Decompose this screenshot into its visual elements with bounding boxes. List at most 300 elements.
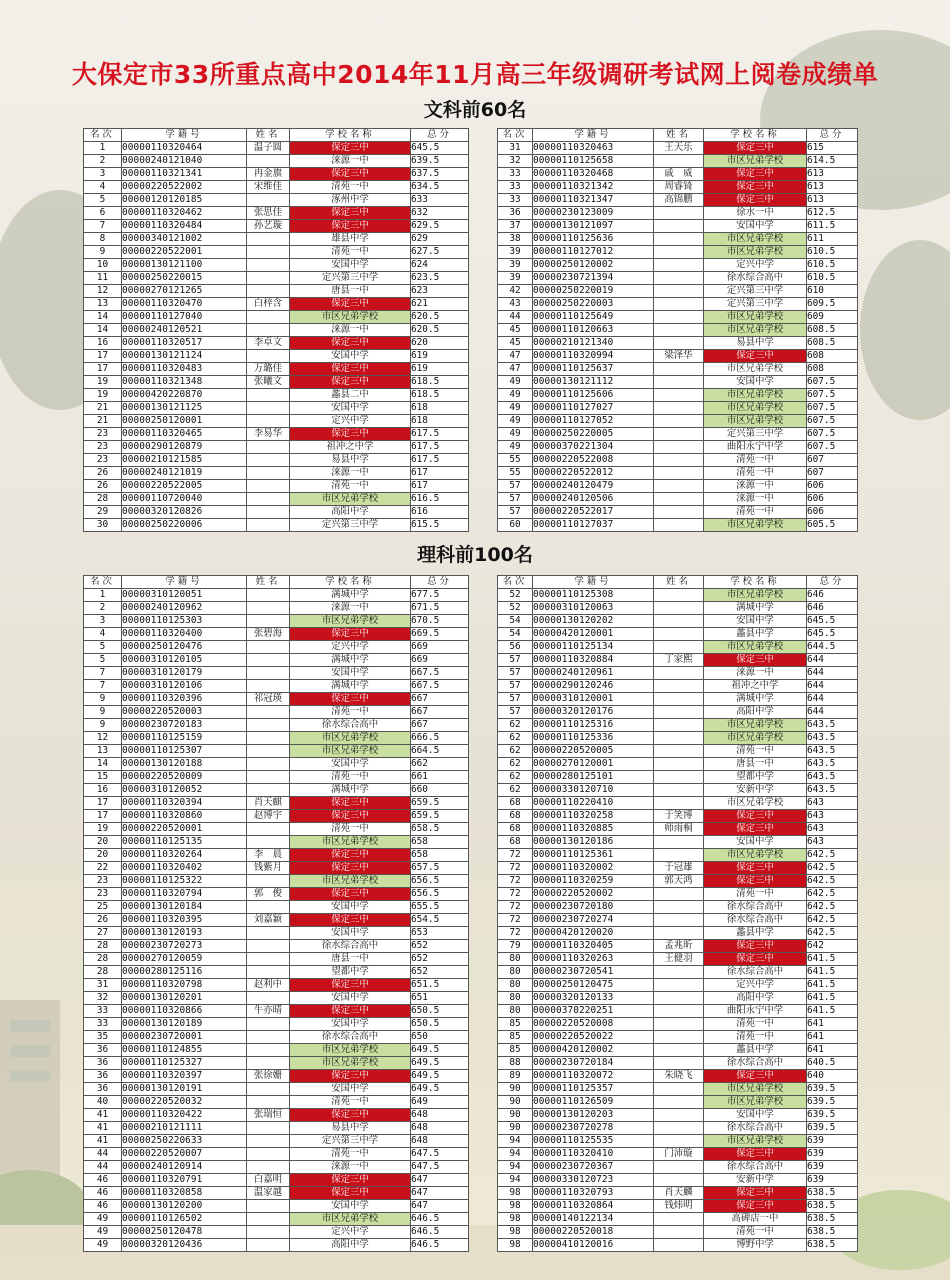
student-id-cell: 00000210121340 — [533, 337, 654, 350]
table-row — [498, 415, 858, 428]
header-name: 姓名 — [247, 129, 290, 142]
header-school: 学校名称 — [290, 129, 411, 142]
table-row — [84, 519, 469, 532]
rank-cell: 44 — [84, 1148, 122, 1161]
school-name-cell: 保定三中 — [290, 1070, 411, 1083]
school-name-cell: 市区兄弟学校 — [704, 849, 807, 862]
student-id-cell: 00000110321341 — [122, 168, 247, 181]
student-name-cell — [654, 1161, 704, 1174]
school-name-cell: 保定三中 — [704, 875, 807, 888]
student-name-cell — [654, 259, 704, 272]
student-id-cell: 00000210121585 — [122, 454, 247, 467]
total-score-cell: 643 — [807, 836, 858, 849]
student-name-cell — [247, 615, 290, 628]
table-row — [498, 1057, 858, 1070]
table-row — [84, 363, 469, 376]
student-name-cell — [247, 454, 290, 467]
student-id-cell: 00000420220870 — [122, 389, 247, 402]
total-score-cell: 607.5 — [807, 376, 858, 389]
rank-cell: 57 — [498, 480, 533, 493]
school-name-cell: 市区兄弟学校 — [704, 246, 807, 259]
student-name-cell — [654, 285, 704, 298]
student-id-cell: 00000290120879 — [122, 441, 247, 454]
school-name-cell: 市区兄弟学校 — [704, 641, 807, 654]
school-name-cell: 蠡县中学 — [704, 628, 807, 641]
school-name-cell: 保定三中 — [290, 1109, 411, 1122]
total-score-cell: 644 — [807, 706, 858, 719]
table-row — [84, 1018, 469, 1031]
total-score-cell: 620.5 — [411, 311, 469, 324]
rank-cell: 41 — [84, 1109, 122, 1122]
total-score-cell: 644.5 — [807, 641, 858, 654]
rank-cell: 36 — [84, 1083, 122, 1096]
rank-cell: 5 — [84, 641, 122, 654]
school-name-cell: 高阳中学 — [704, 706, 807, 719]
school-name-cell: 定兴第三中学 — [290, 519, 411, 532]
header-total: 总分 — [411, 576, 469, 589]
student-id-cell: 00000110320468 — [533, 168, 654, 181]
student-name-cell: 万璐佳 — [247, 363, 290, 376]
student-name-cell: 白嘉明 — [247, 1174, 290, 1187]
student-name-cell — [247, 1044, 290, 1057]
school-name-cell: 蠡县二中 — [290, 389, 411, 402]
school-name-cell: 徐水综合高中 — [704, 914, 807, 927]
student-name-cell — [654, 246, 704, 259]
rank-cell: 2 — [84, 155, 122, 168]
table-row — [84, 1174, 469, 1187]
table-row — [84, 888, 469, 901]
school-name-cell: 保定三中 — [290, 428, 411, 441]
rank-cell: 90 — [498, 1083, 533, 1096]
school-name-cell: 唐县一中 — [290, 953, 411, 966]
total-score-cell: 608.5 — [807, 324, 858, 337]
student-name-cell — [247, 506, 290, 519]
table-row — [498, 272, 858, 285]
student-name-cell — [654, 1174, 704, 1187]
student-name-cell — [247, 1057, 290, 1070]
table-row — [498, 337, 858, 350]
school-name-cell: 定兴中学 — [290, 641, 411, 654]
rank-cell: 62 — [498, 784, 533, 797]
table-row — [84, 1109, 469, 1122]
student-name-cell: 张曦文 — [247, 376, 290, 389]
student-id-cell: 00000240120521 — [122, 324, 247, 337]
table-row — [84, 706, 469, 719]
rank-cell: 49 — [84, 1213, 122, 1226]
school-name-cell: 保定三中 — [290, 337, 411, 350]
total-score-cell: 611 — [807, 233, 858, 246]
student-id-cell: 00000250220633 — [122, 1135, 247, 1148]
school-name-cell: 雄县中学 — [290, 233, 411, 246]
student-name-cell — [247, 519, 290, 532]
student-id-cell: 00000230720278 — [533, 1122, 654, 1135]
table-row — [84, 454, 469, 467]
total-score-cell: 618 — [411, 415, 469, 428]
student-id-cell: 00000110125357 — [533, 1083, 654, 1096]
rank-cell: 57 — [498, 493, 533, 506]
student-name-cell — [654, 732, 704, 745]
table-row — [84, 1135, 469, 1148]
table-row — [84, 1161, 469, 1174]
student-id-cell: 00000110320864 — [533, 1200, 654, 1213]
school-name-cell: 保定三中 — [704, 181, 807, 194]
rank-cell: 36 — [84, 1044, 122, 1057]
school-name-cell: 易县中学 — [290, 1122, 411, 1135]
table-row — [84, 1083, 469, 1096]
school-name-cell: 市区兄弟学校 — [704, 1096, 807, 1109]
school-name-cell: 安国中学 — [290, 1200, 411, 1213]
student-name-cell — [247, 1031, 290, 1044]
rank-cell: 52 — [498, 589, 533, 602]
student-name-cell — [654, 519, 704, 532]
total-score-cell: 606 — [807, 493, 858, 506]
student-id-cell: 00000130120186 — [533, 836, 654, 849]
school-name-cell: 安国中学 — [290, 1083, 411, 1096]
student-id-cell: 00000230720273 — [122, 940, 247, 953]
total-score-cell: 647 — [411, 1174, 469, 1187]
student-id-cell: 00000110321347 — [533, 194, 654, 207]
school-name-cell: 满城中学 — [290, 680, 411, 693]
student-name-cell: 张瑞恒 — [247, 1109, 290, 1122]
student-name-cell: 张徐姗 — [247, 1070, 290, 1083]
rank-cell: 80 — [498, 992, 533, 1005]
table-row — [84, 324, 469, 337]
school-name-cell: 唐县一中 — [290, 285, 411, 298]
rank-cell: 85 — [498, 1018, 533, 1031]
table-row — [498, 155, 858, 168]
student-name-cell — [247, 350, 290, 363]
school-name-cell: 祖冲之中学 — [290, 441, 411, 454]
total-score-cell: 642.5 — [807, 862, 858, 875]
student-id-cell: 00000130120189 — [122, 1018, 247, 1031]
table-row — [498, 589, 858, 602]
rank-cell: 49 — [498, 376, 533, 389]
school-name-cell: 市区兄弟学校 — [704, 389, 807, 402]
total-score-cell: 617.5 — [411, 428, 469, 441]
total-score-cell: 649.5 — [411, 1044, 469, 1057]
student-id-cell: 00000310120063 — [533, 602, 654, 615]
school-name-cell: 保定三中 — [704, 168, 807, 181]
student-name-cell — [247, 680, 290, 693]
total-score-cell: 617 — [411, 480, 469, 493]
student-name-cell — [247, 667, 290, 680]
table-row — [498, 285, 858, 298]
rank-cell: 16 — [84, 337, 122, 350]
student-id-cell: 00000130121112 — [533, 376, 654, 389]
table-row — [84, 966, 469, 979]
school-name-cell: 市区兄弟学校 — [290, 875, 411, 888]
rank-cell: 13 — [84, 745, 122, 758]
student-id-cell: 00000110125637 — [533, 363, 654, 376]
student-name-cell — [247, 441, 290, 454]
table-row — [84, 1213, 469, 1226]
rank-cell: 25 — [84, 901, 122, 914]
rank-cell: 39 — [498, 259, 533, 272]
total-score-cell: 609.5 — [807, 298, 858, 311]
table-row — [498, 784, 858, 797]
student-name-cell: 丁家熙 — [654, 654, 704, 667]
student-name-cell — [247, 602, 290, 615]
rank-cell: 41 — [84, 1135, 122, 1148]
student-name-cell: 李 晨 — [247, 849, 290, 862]
student-id-cell: 00000110126502 — [122, 1213, 247, 1226]
total-score-cell: 640 — [807, 1070, 858, 1083]
school-name-cell: 清苑一中 — [290, 181, 411, 194]
table-row — [498, 376, 858, 389]
school-name-cell: 蠡县中学 — [704, 1044, 807, 1057]
rank-cell: 33 — [498, 168, 533, 181]
rank-cell: 3 — [84, 615, 122, 628]
total-score-cell: 639 — [807, 1174, 858, 1187]
student-name-cell — [654, 797, 704, 810]
student-name-cell — [654, 706, 704, 719]
table-row — [498, 680, 858, 693]
rank-cell: 31 — [84, 979, 122, 992]
table-row — [498, 745, 858, 758]
student-name-cell: 师雨桐 — [654, 823, 704, 836]
student-name-cell — [654, 493, 704, 506]
student-id-cell: 00000110125649 — [533, 311, 654, 324]
student-id-cell: 00000250220019 — [533, 285, 654, 298]
student-id-cell: 00000110320465 — [122, 428, 247, 441]
header-total: 总分 — [807, 576, 858, 589]
school-name-cell: 市区兄弟学校 — [704, 719, 807, 732]
student-name-cell: 高锦鹏 — [654, 194, 704, 207]
total-score-cell: 643.5 — [807, 771, 858, 784]
school-name-cell: 徐水一中 — [704, 207, 807, 220]
student-id-cell: 00000240120962 — [122, 602, 247, 615]
total-score-cell: 627.5 — [411, 246, 469, 259]
section-title-liberal-arts: 文科前60名 — [423, 99, 527, 121]
student-name-cell — [247, 415, 290, 428]
header-total: 总分 — [807, 129, 858, 142]
total-score-cell: 643.5 — [807, 784, 858, 797]
total-score-cell: 609 — [807, 311, 858, 324]
table-row — [84, 953, 469, 966]
school-name-cell: 清苑一中 — [290, 771, 411, 784]
rank-cell: 31 — [498, 142, 533, 155]
student-name-cell — [654, 1109, 704, 1122]
school-name-cell: 市区兄弟学校 — [704, 233, 807, 246]
student-id-cell: 00000110125134 — [533, 641, 654, 654]
rank-cell: 4 — [84, 181, 122, 194]
total-score-cell: 639.5 — [807, 1122, 858, 1135]
rank-cell: 43 — [498, 298, 533, 311]
table-row — [84, 220, 469, 233]
student-id-cell: 00000110320462 — [122, 207, 247, 220]
school-name-cell: 清苑一中 — [290, 246, 411, 259]
school-name-cell: 定兴第三中学 — [704, 285, 807, 298]
rank-cell: 90 — [498, 1096, 533, 1109]
table-row — [84, 389, 469, 402]
school-name-cell: 清苑一中 — [290, 480, 411, 493]
school-name-cell: 徐水综合高中 — [290, 1031, 411, 1044]
student-name-cell — [247, 706, 290, 719]
total-score-cell: 664.5 — [411, 745, 469, 758]
total-score-cell: 618.5 — [411, 389, 469, 402]
student-id-cell: 00000110320405 — [533, 940, 654, 953]
student-id-cell: 00000110120663 — [533, 324, 654, 337]
table-row — [498, 168, 858, 181]
school-name-cell: 易县中学 — [704, 337, 807, 350]
total-score-cell: 606 — [807, 506, 858, 519]
table-row — [498, 1135, 858, 1148]
student-name-cell: 朱晓飞 — [654, 1070, 704, 1083]
total-score-cell: 605.5 — [807, 519, 858, 532]
student-id-cell: 00000320120133 — [533, 992, 654, 1005]
rank-cell: 57 — [498, 667, 533, 680]
student-id-cell: 00000220522002 — [122, 181, 247, 194]
total-score-cell: 670.5 — [411, 615, 469, 628]
total-score-cell: 643.5 — [807, 745, 858, 758]
school-name-cell: 徐水综合高中 — [704, 966, 807, 979]
student-id-cell: 00000210121111 — [122, 1122, 247, 1135]
student-name-cell — [247, 311, 290, 324]
student-id-cell: 00000110320798 — [122, 979, 247, 992]
total-score-cell: 642.5 — [807, 849, 858, 862]
school-name-cell: 清苑一中 — [704, 745, 807, 758]
total-score-cell: 639.5 — [807, 1083, 858, 1096]
header-school: 学校名称 — [290, 576, 411, 589]
table-row — [498, 979, 858, 992]
school-name-cell: 保定三中 — [704, 350, 807, 363]
school-name-cell: 保定三中 — [704, 953, 807, 966]
table-row — [498, 1122, 858, 1135]
school-name-cell: 徐水综合高中 — [290, 940, 411, 953]
total-score-cell: 642.5 — [807, 914, 858, 927]
student-id-cell: 00000110320395 — [122, 914, 247, 927]
rank-cell: 13 — [84, 298, 122, 311]
student-id-cell: 00000110320793 — [533, 1187, 654, 1200]
total-score-cell: 613 — [807, 194, 858, 207]
student-id-cell: 00000330120723 — [533, 1174, 654, 1187]
rank-cell: 26 — [84, 914, 122, 927]
school-name-cell: 保定三中 — [290, 693, 411, 706]
school-name-cell: 高阳中学 — [290, 1239, 411, 1252]
rank-cell: 38 — [498, 233, 533, 246]
table-row — [498, 615, 858, 628]
student-name-cell — [247, 1096, 290, 1109]
student-name-cell — [247, 402, 290, 415]
page-title: 大保定市33所重点高中2014年11月高三年级调研考试网上阅卷成绩单 — [71, 60, 879, 89]
student-id-cell: 00000240120506 — [533, 493, 654, 506]
student-name-cell — [247, 1135, 290, 1148]
student-name-cell — [247, 966, 290, 979]
rank-cell: 17 — [84, 797, 122, 810]
student-name-cell — [247, 732, 290, 745]
rank-cell: 72 — [498, 901, 533, 914]
rank-cell: 39 — [498, 272, 533, 285]
rank-cell: 47 — [498, 350, 533, 363]
rank-cell: 68 — [498, 823, 533, 836]
table-row — [84, 680, 469, 693]
student-name-cell: 戚 威 — [654, 168, 704, 181]
student-id-cell: 00000310120179 — [122, 667, 247, 680]
student-id-cell: 00000240120479 — [533, 480, 654, 493]
school-name-cell: 保定三中 — [290, 363, 411, 376]
table-row — [84, 667, 469, 680]
school-name-cell: 市区兄弟学校 — [704, 1135, 807, 1148]
school-name-cell: 保定三中 — [290, 849, 411, 862]
total-score-cell: 638.5 — [807, 1187, 858, 1200]
student-name-cell — [654, 602, 704, 615]
student-name-cell — [654, 1005, 704, 1018]
rank-cell: 62 — [498, 719, 533, 732]
table-row — [84, 849, 469, 862]
table-row — [498, 849, 858, 862]
table-row — [84, 259, 469, 272]
rank-cell: 33 — [84, 1018, 122, 1031]
table-row — [84, 914, 469, 927]
total-score-cell: 639 — [807, 1135, 858, 1148]
student-name-cell: 冉金旗 — [247, 168, 290, 181]
rank-cell: 17 — [84, 363, 122, 376]
student-name-cell — [247, 285, 290, 298]
total-score-cell: 653 — [411, 927, 469, 940]
student-id-cell: 00000250120478 — [122, 1226, 247, 1239]
rank-cell: 54 — [498, 628, 533, 641]
table-row — [84, 654, 469, 667]
total-score-cell: 660 — [411, 784, 469, 797]
rank-cell: 5 — [84, 654, 122, 667]
total-score-cell: 644 — [807, 693, 858, 706]
student-name-cell — [654, 480, 704, 493]
table-row — [84, 901, 469, 914]
rank-cell: 68 — [498, 810, 533, 823]
school-name-cell: 涞源一中 — [290, 467, 411, 480]
table-row — [498, 654, 858, 667]
student-name-cell — [654, 272, 704, 285]
school-name-cell: 清苑一中 — [704, 506, 807, 519]
total-score-cell: 639.5 — [411, 155, 469, 168]
total-score-cell: 646.5 — [411, 1226, 469, 1239]
table-row — [498, 1200, 858, 1213]
rank-cell: 47 — [498, 363, 533, 376]
student-name-cell — [654, 415, 704, 428]
rank-cell: 12 — [84, 285, 122, 298]
header-rank: 名次 — [498, 129, 533, 142]
total-score-cell: 651 — [411, 992, 469, 1005]
student-name-cell — [247, 901, 290, 914]
total-score-cell: 646.5 — [411, 1239, 469, 1252]
liberal-arts-table-left — [83, 128, 469, 532]
student-name-cell — [654, 771, 704, 784]
total-score-cell: 646.5 — [411, 1213, 469, 1226]
science-table-left — [83, 575, 469, 1252]
total-score-cell: 638.5 — [807, 1200, 858, 1213]
total-score-cell: 647.5 — [411, 1161, 469, 1174]
school-name-cell: 定兴中学 — [290, 1226, 411, 1239]
table-row — [498, 862, 858, 875]
table-row — [84, 732, 469, 745]
student-id-cell: 00000230720184 — [533, 1057, 654, 1070]
student-id-cell: 00000250120001 — [122, 415, 247, 428]
table-row — [498, 1148, 858, 1161]
total-score-cell: 642.5 — [807, 875, 858, 888]
student-id-cell: 00000110124855 — [122, 1044, 247, 1057]
school-name-cell: 安国中学 — [290, 350, 411, 363]
student-name-cell — [654, 745, 704, 758]
table-row — [84, 719, 469, 732]
school-name-cell: 保定三中 — [290, 376, 411, 389]
rank-cell: 2 — [84, 602, 122, 615]
table-row — [84, 155, 469, 168]
total-score-cell: 650.5 — [411, 1005, 469, 1018]
rank-cell: 11 — [84, 272, 122, 285]
student-id-cell: 00000420120020 — [533, 927, 654, 940]
rank-cell: 1 — [84, 589, 122, 602]
total-score-cell: 643 — [807, 823, 858, 836]
